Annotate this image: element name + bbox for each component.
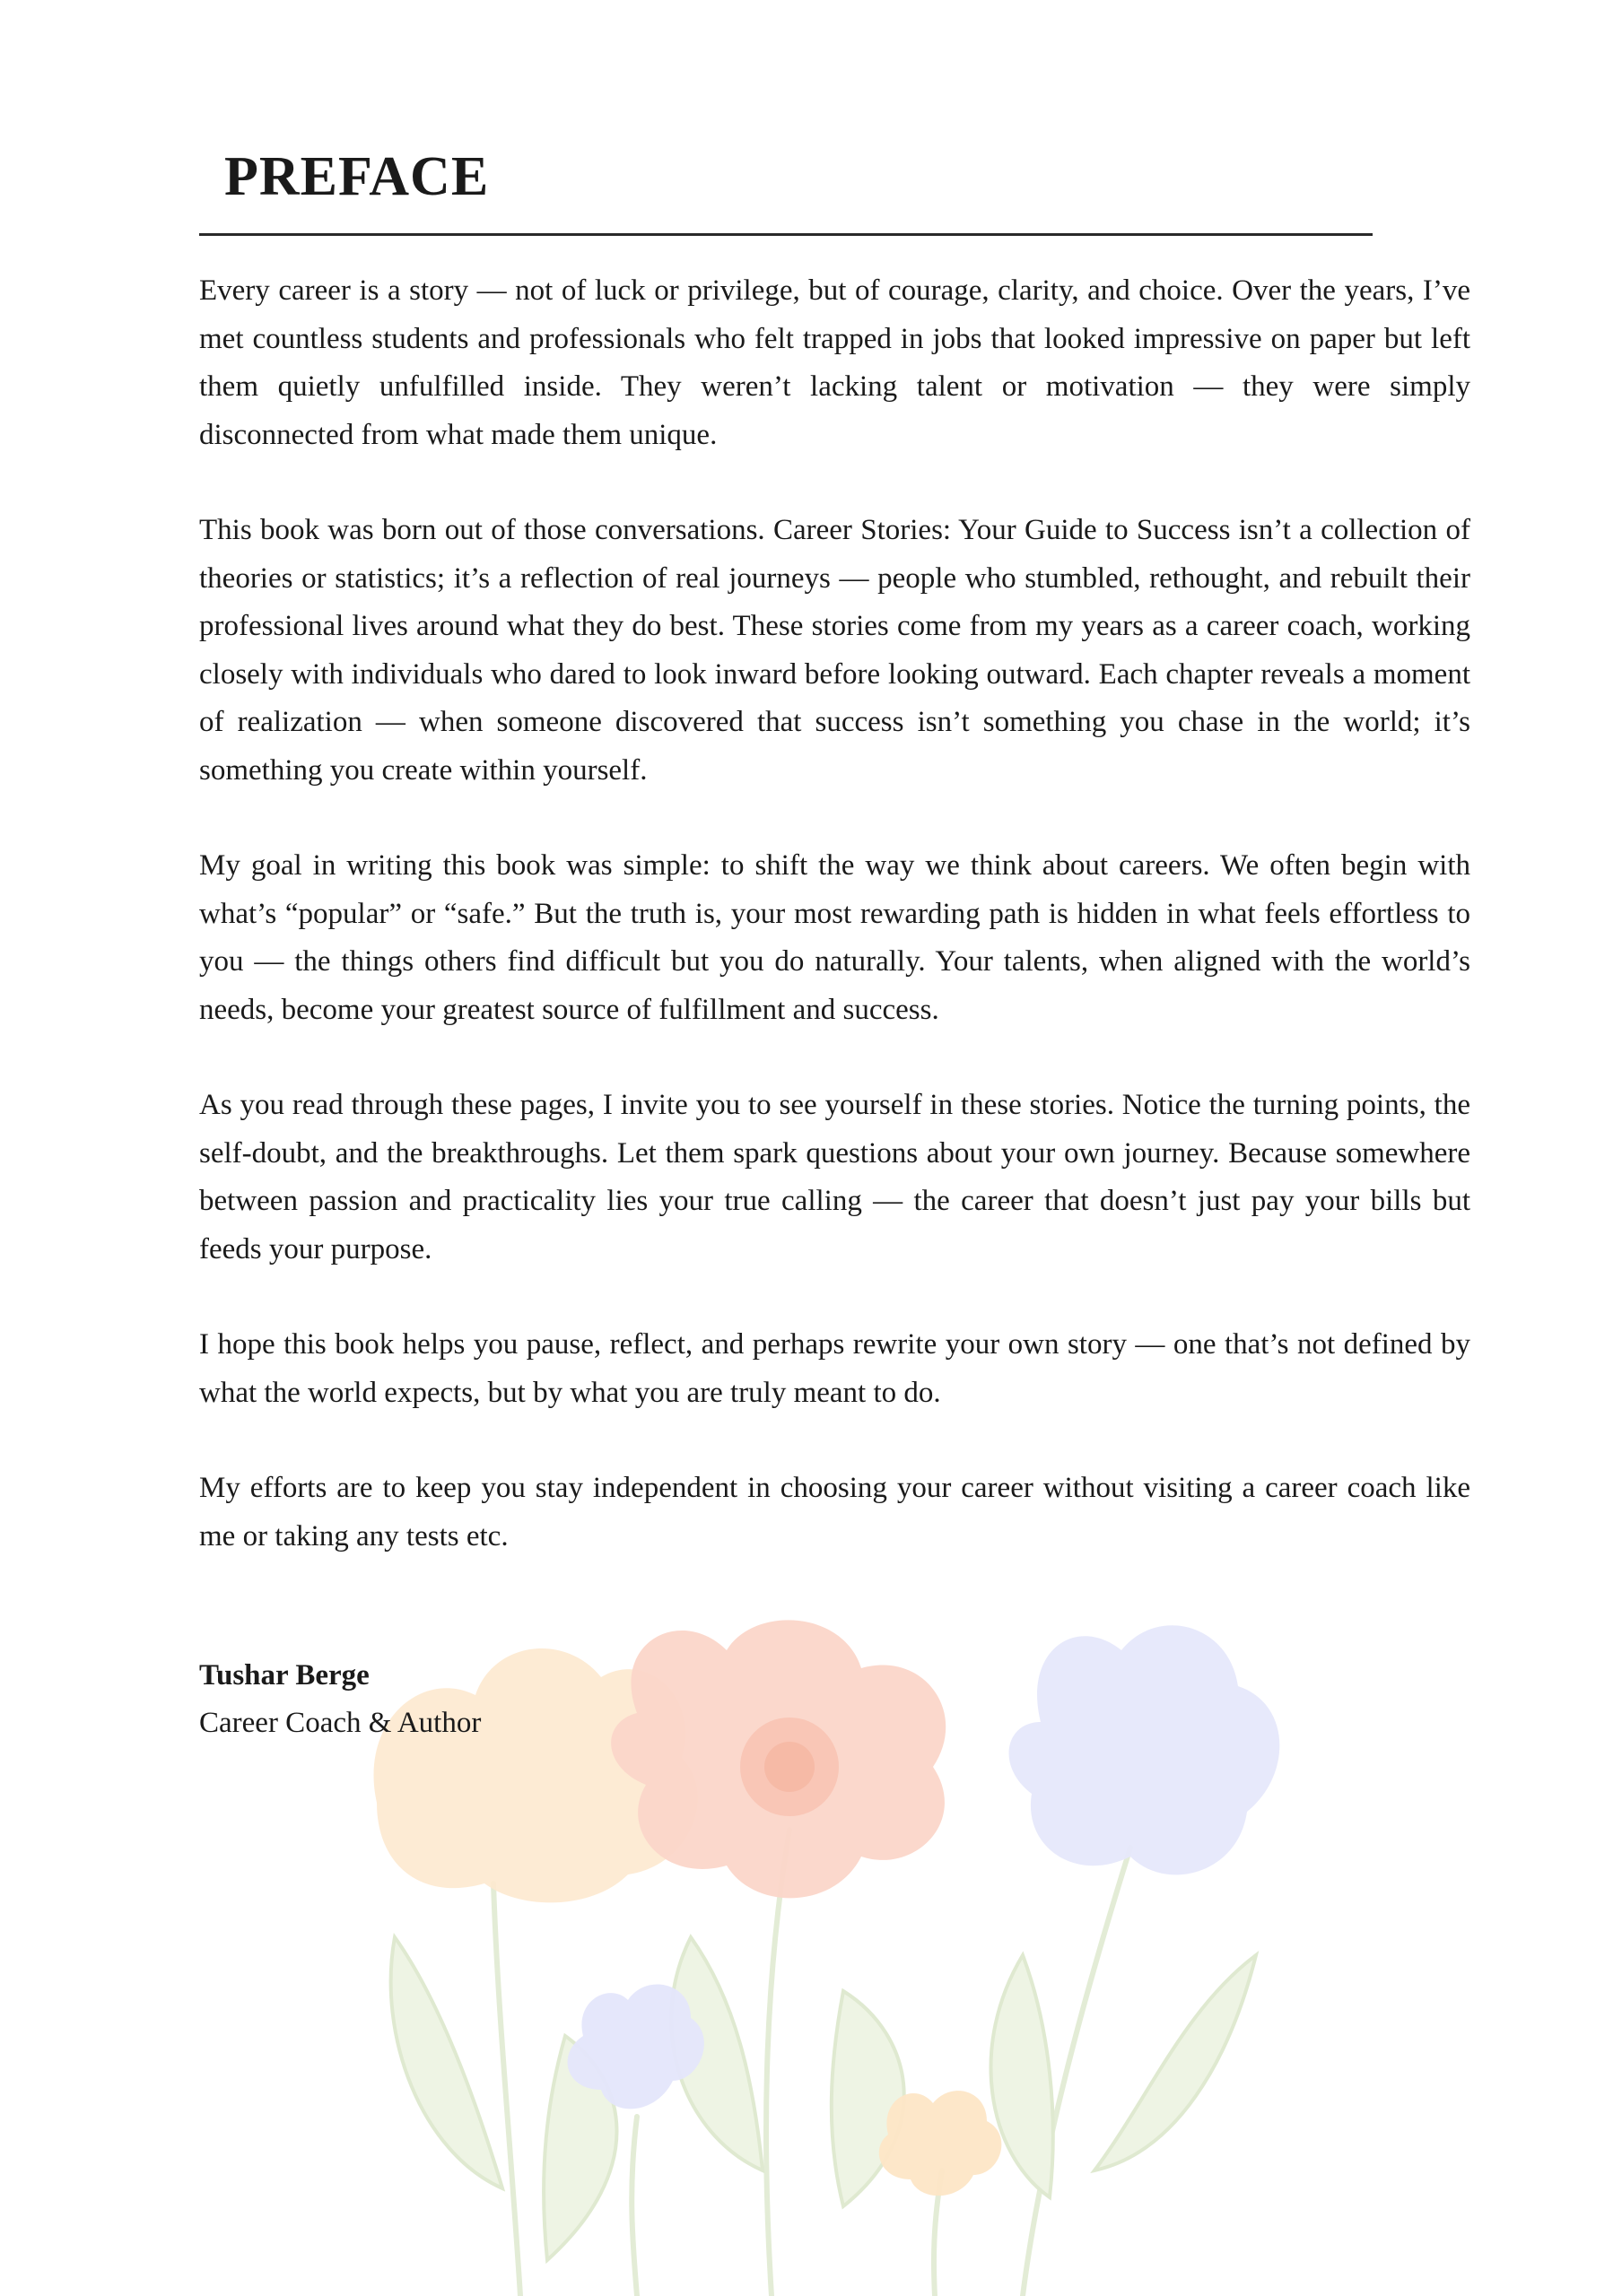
small-orange-flower: [879, 2091, 1002, 2196]
paragraph: This book was born out of those conversations. Career Stories: Your Guide to Success isn’t a collection of theories or statistics; it’s a reflection of real journeys — people who stumbled, rethought, and rebuilt their professional lives around what they do best. These stories come from my years as a career coach, working closely with individuals who dared to look inward before looking outward. Each chapter reveals a moment of realization — when someone discovered that success isn’t something you chase in the world; it’s something you create within yourself.: [199, 514, 1470, 787]
leaves: [391, 1937, 1256, 2260]
author-role: Career Coach & Author: [199, 1707, 482, 1739]
paragraph: As you read through these pages, I invite you to see yourself in these stories. Notice the turning points, the self-doubt, and the breakthroughs. Let them spark questions about your own journey. Because somewhere between passion and practicality lies your true calling — the career that doesn’t just pay your bills but feeds your purpose.: [199, 1089, 1470, 1265]
page-title: PREFACE: [224, 146, 490, 207]
blue-flower: [1009, 1625, 1280, 1874]
paragraph: Every career is a story — not of luck or privilege, but of courage, clarity, and choice. Over the years, I’ve met countless students and professionals who felt trapped in jobs that looked impressive on paper but left them quietly unfulfilled inside. They weren’t lacking talent or motivation — they were simply disconnected from what made them unique.: [199, 274, 1470, 451]
author-signature: [199, 1652, 481, 1747]
paragraph: My goal in writing this book was simple: to shift the way we think about careers. We often begin with what’s “popular” or “safe.” But the truth is, your most rewarding path is hidden in what feels effortless to you — the things others find difficult but you do naturally. Your talents, when aligned with the world’s needs, become your greatest source of fulfillment and success.: [199, 849, 1470, 1026]
paragraph: My efforts are to keep you stay independent in choosing your career without visiting a career coach like me or taking any tests etc.: [199, 1472, 1470, 1552]
floral-watermark-illustration: [341, 1614, 1328, 2296]
title-divider: [199, 233, 1373, 236]
preface-body: [199, 267, 1470, 1608]
author-name: Tushar Berge: [199, 1659, 370, 1692]
paragraph: I hope this book helps you pause, reflect, and perhaps rewrite your own story — one that’s not defined by what the world expects, but by what you are truly meant to do.: [199, 1328, 1470, 1409]
